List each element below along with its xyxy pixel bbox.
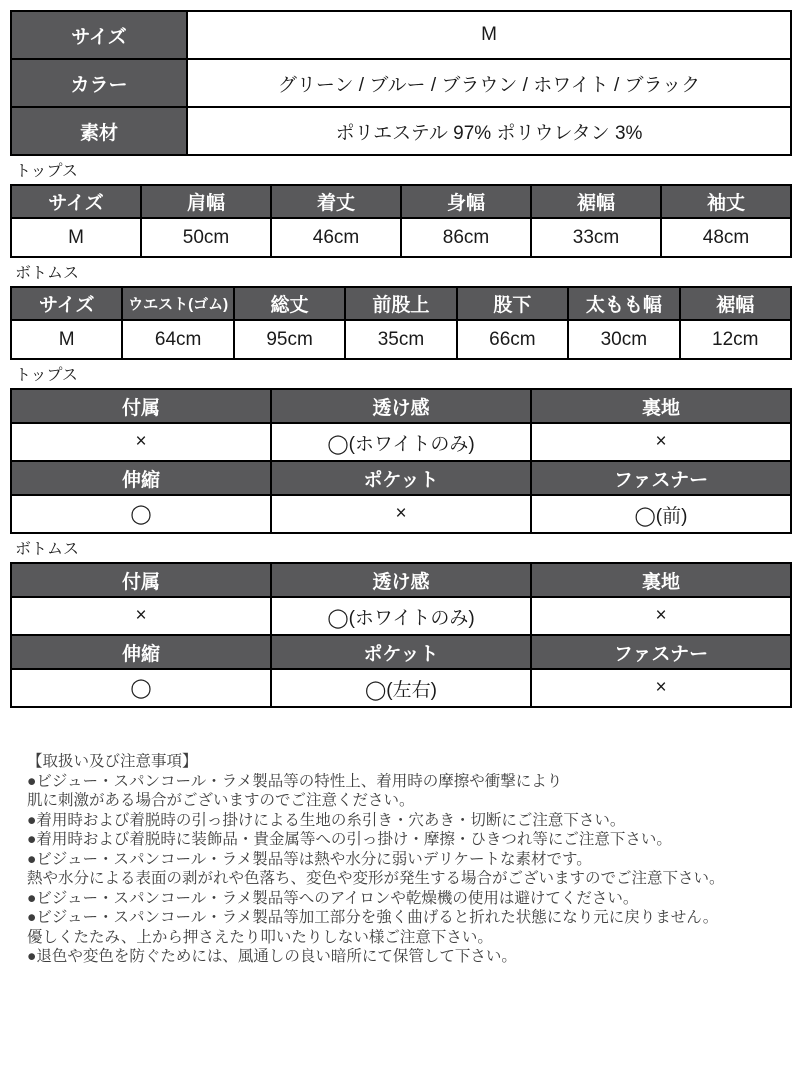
feature-header-cell: 透け感 [271, 563, 531, 597]
feature-value-cell: ◯(ホワイトのみ) [271, 597, 531, 635]
meas-header-cell: 身幅 [401, 185, 531, 218]
care-note-line: 優しくたたみ、上から押さえたり叩いたりしない様ご注意下さい。 [27, 928, 493, 946]
table-row [11, 597, 791, 635]
meas-header-cell: 着丈 [271, 185, 401, 218]
feature-header-cell: 伸縮 [11, 461, 271, 495]
table-row [11, 320, 791, 359]
feature-header-cell: 伸縮 [11, 635, 271, 669]
spec-label-size: サイズ [11, 11, 187, 59]
tops-measurements-table [10, 184, 792, 258]
table-header-row [11, 635, 791, 669]
feature-value-cell: × [11, 597, 271, 635]
table-row [11, 423, 791, 461]
meas-value-cell: 50cm [141, 218, 271, 257]
meas-header-cell: 肩幅 [141, 185, 271, 218]
feature-value-cell: × [271, 495, 531, 533]
feature-header-cell: 透け感 [271, 389, 531, 423]
feature-header-cell: 付属 [11, 389, 271, 423]
table-header-row [11, 461, 791, 495]
meas-header-cell: サイズ [11, 185, 141, 218]
bottoms-measurements-table [10, 286, 792, 360]
spec-value-color: グリーン / ブルー / ブラウン / ホワイト / ブラック [187, 59, 791, 107]
bottoms-features-table [10, 562, 792, 708]
section-label-bottoms-measurements: ボトムス [15, 265, 80, 282]
section-label-bottoms-features: ボトムス [15, 541, 80, 558]
care-note-line: ●ビジュー・スパンコール・ラメ製品等の特性上、着用時の摩擦や衝撃により [27, 772, 563, 790]
care-note-line: 肌に刺激がある場合がございますのでご注意ください。 [27, 792, 415, 809]
meas-header-cell: サイズ [11, 287, 122, 320]
meas-value-cell: 46cm [271, 218, 401, 257]
feature-value-cell: ◯ [11, 669, 271, 707]
meas-value-cell: 95cm [234, 320, 345, 359]
spec-value-size: M [187, 11, 791, 59]
meas-value-cell: 35cm [345, 320, 456, 359]
meas-header-cell: ウエスト(ゴム) [122, 287, 233, 320]
meas-value-cell: M [11, 218, 141, 257]
table-header-row [11, 563, 791, 597]
table-row [11, 669, 791, 707]
meas-value-cell: 66cm [457, 320, 568, 359]
feature-value-cell: × [531, 597, 791, 635]
care-note-line: ●ビジュー・スパンコール・ラメ製品等は熱や水分に弱いデリケートな素材です。 [27, 850, 592, 868]
care-note-line: ●ビジュー・スパンコール・ラメ製品等へのアイロンや乾燥機の使用は避けてください。 [27, 889, 639, 907]
meas-header-cell: 前股上 [345, 287, 456, 320]
feature-header-cell: ファスナー [531, 461, 791, 495]
table-row [11, 218, 791, 257]
meas-header-cell: 袖丈 [661, 185, 791, 218]
table-header-row [11, 287, 791, 320]
meas-value-cell: 86cm [401, 218, 531, 257]
meas-value-cell: 33cm [531, 218, 661, 257]
meas-header-cell: 股下 [457, 287, 568, 320]
feature-value-cell: ◯(ホワイトのみ) [271, 423, 531, 461]
care-notes-title: 【取扱い及び注意事項】 [27, 753, 198, 770]
meas-header-cell: 太もも幅 [568, 287, 679, 320]
table-row [11, 59, 791, 107]
feature-value-cell: × [531, 669, 791, 707]
table-row [11, 495, 791, 533]
section-label-tops-features: トップス [15, 367, 78, 384]
feature-value-cell: × [11, 423, 271, 461]
care-note-line: ●着用時および着脱時の引っ掛けによる生地の糸引き・穴あき・切断にご注意下さい。 [27, 811, 626, 829]
spec-value-material: ポリエステル 97% ポリウレタン 3% [187, 107, 791, 155]
meas-value-cell: 64cm [122, 320, 233, 359]
tops-features-table [10, 388, 792, 534]
spec-label-material: 素材 [11, 107, 187, 155]
meas-header-cell: 総丈 [234, 287, 345, 320]
feature-header-cell: ファスナー [531, 635, 791, 669]
care-note-line: ●退色や変色を防ぐためには、風通しの良い暗所にて保管して下さい。 [27, 948, 517, 965]
meas-value-cell: 48cm [661, 218, 791, 257]
feature-value-cell: ◯ [11, 495, 271, 533]
table-row [11, 107, 791, 155]
table-row [11, 11, 791, 59]
meas-header-cell: 裾幅 [680, 287, 791, 320]
meas-value-cell: 30cm [568, 320, 679, 359]
product-spec-table [10, 10, 792, 156]
care-notes [10, 752, 792, 967]
feature-header-cell: 裏地 [531, 563, 791, 597]
care-note-line: ●ビジュー・スパンコール・ラメ製品等加工部分を強く曲げると折れた状態になり元に戻りません。 [27, 909, 719, 926]
section-label-tops-measurements: トップス [15, 163, 78, 180]
feature-value-cell: ◯(前) [531, 495, 791, 533]
feature-header-cell: ポケット [271, 635, 531, 669]
care-note-line: 熱や水分による表面の剥がれや色落ち、変色や変形が発生する場合がございますのでご注意下さい。 [27, 870, 725, 887]
feature-value-cell: × [531, 423, 791, 461]
meas-value-cell: 12cm [680, 320, 791, 359]
meas-header-cell: 裾幅 [531, 185, 661, 218]
feature-header-cell: ポケット [271, 461, 531, 495]
table-header-row [11, 389, 791, 423]
spec-label-color: カラー [11, 59, 187, 107]
table-header-row [11, 185, 791, 218]
meas-value-cell: M [11, 320, 122, 359]
feature-value-cell: ◯(左右) [271, 669, 531, 707]
care-note-line: ●着用時および着脱時に装飾品・貴金属等への引っ掛け・摩擦・ひきつれ等にご注意下さい。 [27, 831, 672, 848]
feature-header-cell: 付属 [11, 563, 271, 597]
feature-header-cell: 裏地 [531, 389, 791, 423]
